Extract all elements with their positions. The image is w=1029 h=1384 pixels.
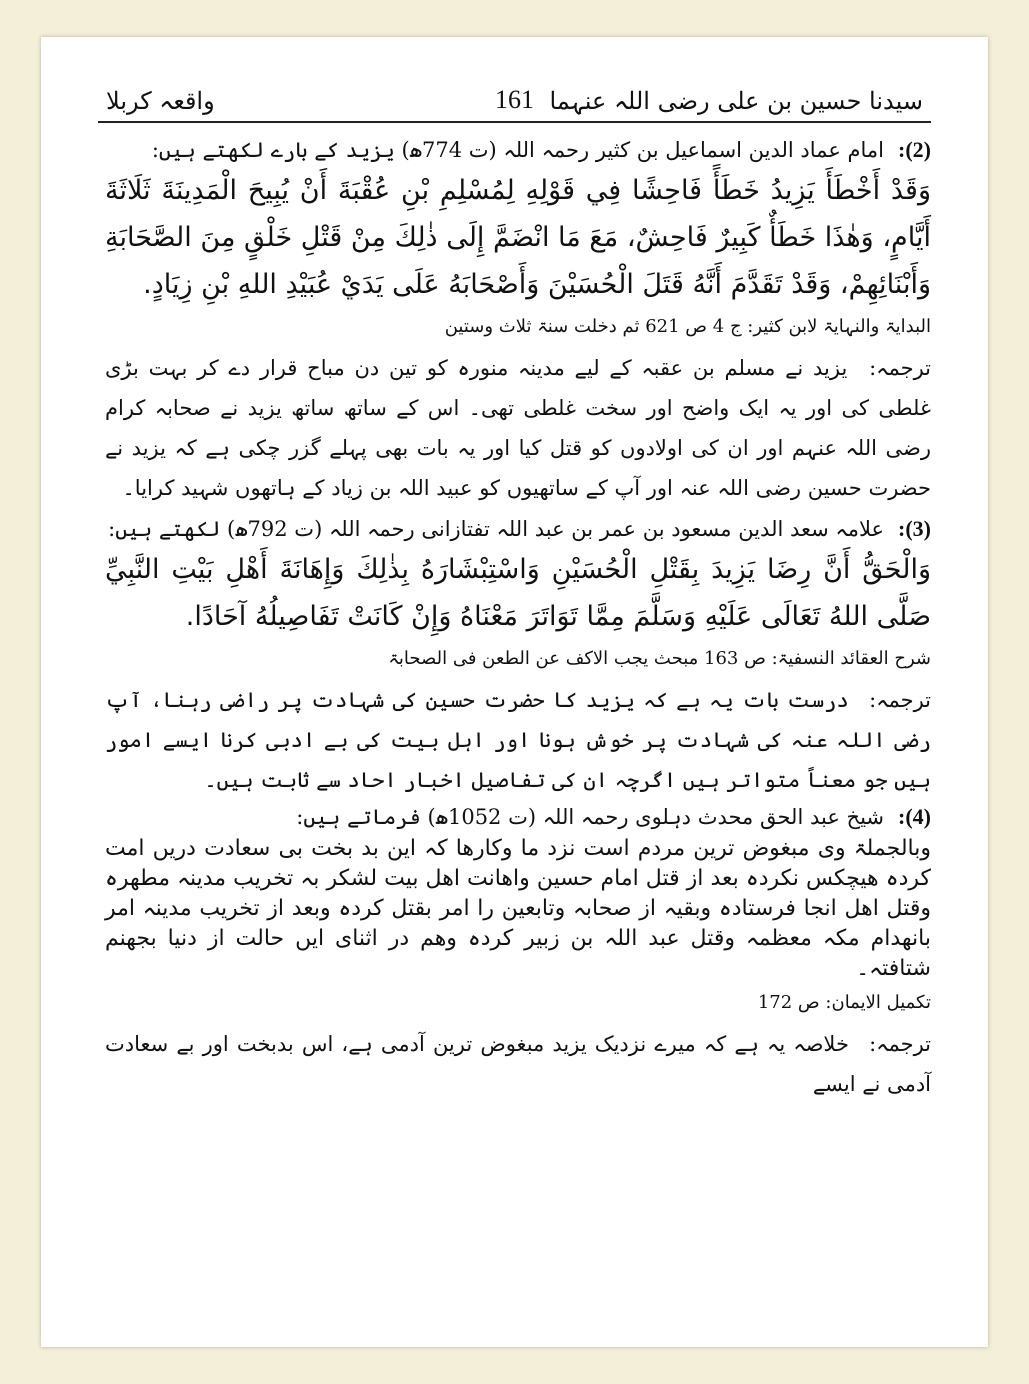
translation-text: یزید نے مسلم بن عقبہ کے لیے مدینہ منورہ کو تین دن مباح قرار دے کر بہت بڑی غلطی کی اور یہ ایک واضح اور سخت غلطی تھی۔ اس کے ساتھ ساتھ یزید نے صحابہ کرام رضی اللہ عنہم اور ان کی اولادوں کو قتل کیا اور یہ بات بھی پہلے گزر چکی ہے کہ یزید نے حضرت حسین رضی اللہ عنہ اور آپ کے ساتھیوں کو عبید اللہ بن زیاد کے ہاتھوں شہید کرایا۔ bbox=[105, 356, 931, 500]
section-3-heading bbox=[105, 516, 931, 542]
reference-citation: تکمیل الایمان: ص 172 bbox=[757, 992, 931, 1013]
translation-paragraph bbox=[105, 680, 931, 800]
section-4-heading bbox=[105, 804, 931, 830]
page-content bbox=[105, 137, 931, 1104]
translation-paragraph bbox=[105, 1024, 931, 1104]
section-number: (2): bbox=[898, 137, 931, 162]
persian-quote: وبالجملۃ وی مبغوض ترین مردم است نزد ما وکارها کہ این بد بخت بی سعادت دریں امت کردہ هیچکس نکردہ بعد از قتل امام حسین واهانت اهل بیت لشکر بہ تخریب مدینہ مطهرہ وقتل اهل انجا فرستادہ وبقیہ از صحابہ وتابعین را امر بقتل کردہ وبعد از تخریب مدینہ امر بانهدام مکہ معظمہ وقتل عبد اللہ بن زبیر کردہ وهم در اثنای ایں حالت از دنیا بجهنم شتافتہ۔ bbox=[105, 836, 931, 981]
page-number: 161 bbox=[495, 85, 534, 114]
section-2-heading bbox=[105, 137, 931, 163]
chapter-title: واقعہ کربلا bbox=[106, 87, 215, 115]
translation-label: ترجمہ: bbox=[869, 688, 931, 712]
translation-text: درست بات یہ ہے کہ یزید کا حضرت حسین کی شہادت پر راضی رہنا، آپ رضی اللہ عنہ کی شہادت پر خوش ہونا اور اہل بیت کی بے ادبی کرنا ایسے امور ہیں جو معناً متواتر ہیں اگرچہ ان کی تفاصیل اخبار احاد سے ثابت ہیں۔ bbox=[105, 688, 931, 792]
page-header bbox=[98, 81, 931, 123]
arabic-quote: وَقَدْ أَخْطَأَ يَزِيدُ خَطَأً فَاحِشًا فِي قَوْلِهِ لِمُسْلِمِ بْنِ عُقْبَةَ أَنْ يُبِيحَ الْمَدِينَةَ ثَلَاثَةَ أَيَّامٍ، وَهٰذَا خَطَأٌ كَبِيرٌ فَاحِشٌ، مَعَ مَا انْضَمَّ إِلَى ذٰلِكَ مِنْ قَتْلِ خَلْقٍ مِنَ الصَّحَابَةِ وَأَبْنَائِهِمْ، وَقَدْ تَقَدَّمَ أَنَّهُ قَتَلَ الْحُسَيْنَ وَأَصْحَابَهُ عَلَى يَدَيْ عُبَيْدِ اللهِ بْنِ زِيَادٍ. bbox=[105, 175, 931, 300]
document-page bbox=[41, 37, 988, 1347]
translation-text: خلاصہ یہ ہے کہ میرے نزدیک یزید مبغوض ترین آدمی ہے، اس بدبخت اور بے سعادت آدمی نے ایسے bbox=[105, 1032, 931, 1096]
section-number: (4): bbox=[898, 804, 931, 829]
translation-label: ترجمہ: bbox=[869, 1032, 931, 1056]
section-heading-text: علامہ سعد الدین مسعود بن عمر بن عبد اللہ تفتازانی رحمہ اللہ (ت 792ھ) لکھتے ہیں: bbox=[108, 517, 885, 541]
translation-label: ترجمہ: bbox=[869, 356, 931, 380]
reference-citation: البدایۃ والنہایۃ لابن کثیر: ج 4 ص 621 ثم دخلت سنۃ ثلاث وستین bbox=[444, 316, 931, 337]
reference-citation: شرح العقائد النسفیۃ: ص 163 مبحث یجب الاکف عن الطعن فی الصحابۃ bbox=[388, 648, 931, 669]
book-title: سیدنا حسین بن علی رضی اللہ عنہما bbox=[549, 87, 923, 115]
section-heading-text: امام عماد الدین اسماعیل بن کثیر رحمہ اللہ (ت 774ھ) یزید کے بارے لکھتے ہیں: bbox=[151, 138, 885, 162]
translation-paragraph bbox=[105, 348, 931, 508]
section-heading-text: شیخ عبد الحق محدث دہلوی رحمہ اللہ (ت 1052ھ) فرماتے ہیں: bbox=[296, 805, 885, 829]
section-number: (3): bbox=[898, 516, 931, 541]
arabic-quote: وَالْحَقُّ أَنَّ رِضَا يَزِيدَ بِقَتْلِ الْحُسَيْنِ وَاسْتِبْشَارَهُ بِذٰلِكَ وَإِهَانَةَ أَهْلِ بَيْتِ النَّبِيِّ صَلَّى اللهُ تَعَالَى عَلَيْهِ وَسَلَّمَ مِمَّا تَوَاتَرَ مَعْنَاهُ وَإِنْ كَانَتْ تَفَاصِيلُهُ آحَادًا. bbox=[105, 554, 931, 632]
